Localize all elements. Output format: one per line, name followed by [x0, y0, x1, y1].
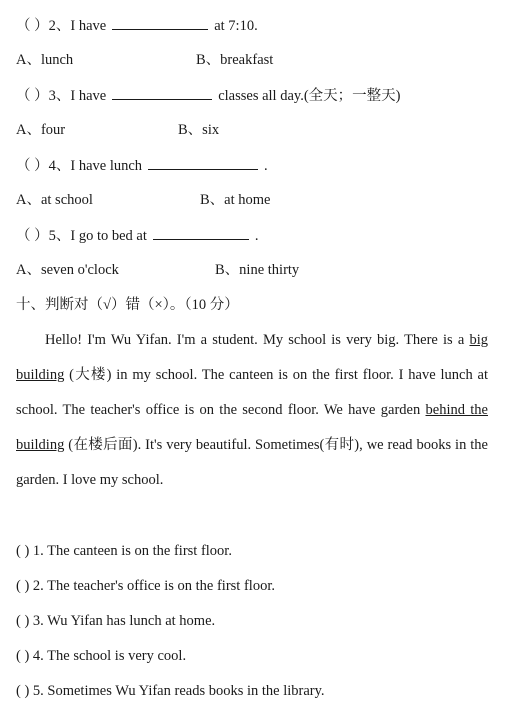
- question-2-suffix: at 7:10.: [214, 18, 258, 34]
- question-5-suffix: .: [254, 228, 259, 244]
- question-5-prefix: （ ）5、I go to bed at: [16, 228, 147, 244]
- tf-item-1: ( ) 1. The canteen is on the first floor.: [16, 543, 232, 559]
- question-3-blank: [112, 85, 212, 100]
- passage-text-1: Hello! I'm Wu Yifan. I'm a student. My school is very big. There is a: [45, 332, 470, 348]
- question-3-option-b: B、six: [178, 122, 220, 138]
- tf-item-3: ( ) 3. Wu Yifan has lunch at home.: [16, 613, 216, 629]
- reading-passage: [16, 323, 488, 498]
- tf-item-5: ( ) 5. Sometimes Wu Yifan reads books in the library.: [16, 683, 325, 699]
- passage-underline-big-building: big building: [16, 332, 488, 383]
- question-3: [16, 85, 401, 106]
- section-title: 十、判断对（√）错（×）。（10 分）: [16, 297, 239, 313]
- question-2-prefix: （ ）2、I have: [16, 18, 107, 34]
- question-4-option-a: A、at school: [16, 192, 93, 208]
- question-4-suffix: .: [264, 158, 268, 174]
- question-5-option-b: B、nine thirty: [215, 262, 300, 278]
- question-3-prefix: （ ）3、I have: [16, 88, 107, 104]
- passage-paragraph: [16, 323, 488, 498]
- question-2-blank: [112, 15, 208, 30]
- passage-text-3: (在楼后面). It's very beautiful. Sometimes(有时), we read books in the garden. I love my school.: [16, 437, 488, 488]
- question-4-blank: [148, 155, 258, 170]
- question-5-blank: [153, 225, 249, 240]
- question-2-option-b: B、breakfast: [196, 52, 274, 68]
- question-4-option-b: B、at home: [200, 192, 271, 208]
- question-2-option-a: A、lunch: [16, 52, 74, 68]
- question-3-suffix: classes all day.(全天；一整天): [218, 88, 401, 104]
- passage-underline-behind-building: behind the building: [16, 402, 488, 453]
- passage-text-2: (大楼) in my school. The canteen is on the first floor. I have lunch at school. The teacher's office is on the second floor. We have garden: [16, 367, 488, 418]
- question-3-option-a: A、four: [16, 122, 66, 138]
- question-2: [16, 15, 258, 36]
- question-5-option-a: A、seven o'clock: [16, 262, 119, 278]
- question-5: [16, 225, 259, 246]
- question-4: [16, 155, 268, 176]
- question-4-prefix: （ ）4、I have lunch: [16, 158, 143, 174]
- tf-item-2: ( ) 2. The teacher's office is on the first floor.: [16, 578, 275, 594]
- tf-item-4: ( ) 4. The school is very cool.: [16, 648, 187, 664]
